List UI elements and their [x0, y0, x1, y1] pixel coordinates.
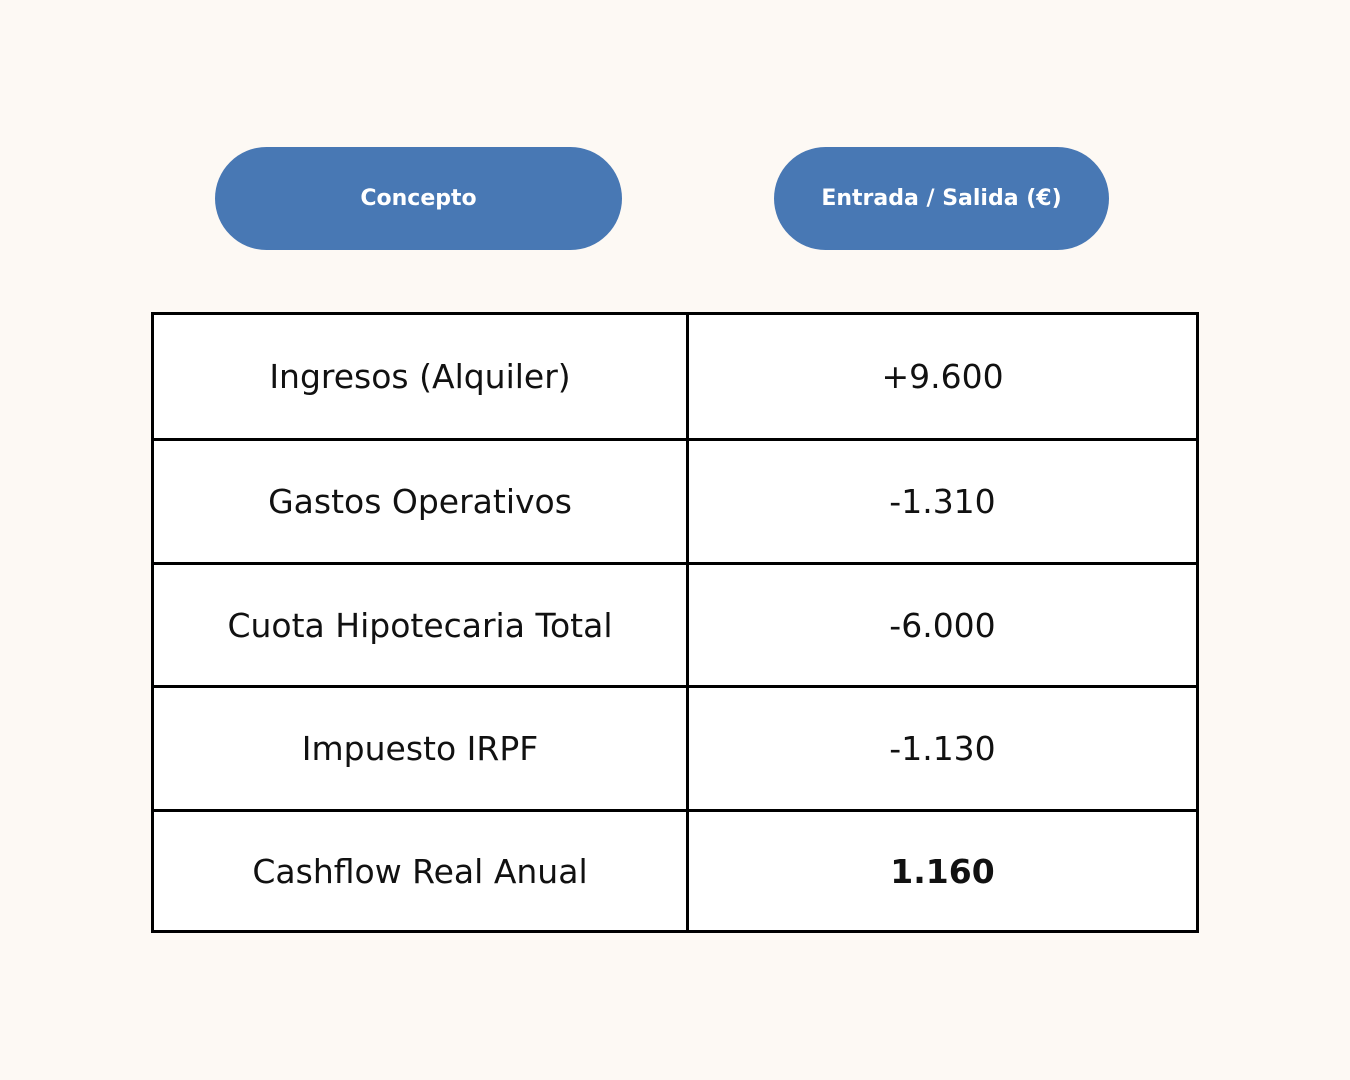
row-amount: -6.000: [889, 605, 996, 645]
total-amount: 1.160: [890, 851, 995, 891]
row-concept: Cashflow Real Anual: [154, 812, 689, 930]
table-row-cashflow-total: [154, 809, 1196, 930]
row-concept: Gastos Operativos: [154, 441, 689, 562]
table-row-mortgage: [154, 562, 1196, 685]
row-concept: Ingresos (Alquiler): [154, 315, 689, 438]
amount-column-header: Entrada / Salida (€): [774, 147, 1109, 250]
cashflow-table: [151, 312, 1199, 933]
row-amount: -1.130: [889, 729, 996, 768]
row-concept: Impuesto IRPF: [154, 688, 689, 809]
row-amount: -1.310: [889, 482, 996, 521]
row-concept: Cuota Hipotecaria Total: [154, 565, 689, 685]
row-amount: +9.600: [881, 357, 1004, 396]
concept-column-header: Concepto: [215, 147, 622, 250]
table-row-income: [154, 315, 1196, 438]
table-row-operating-expenses: [154, 438, 1196, 562]
table-row-tax: [154, 685, 1196, 809]
